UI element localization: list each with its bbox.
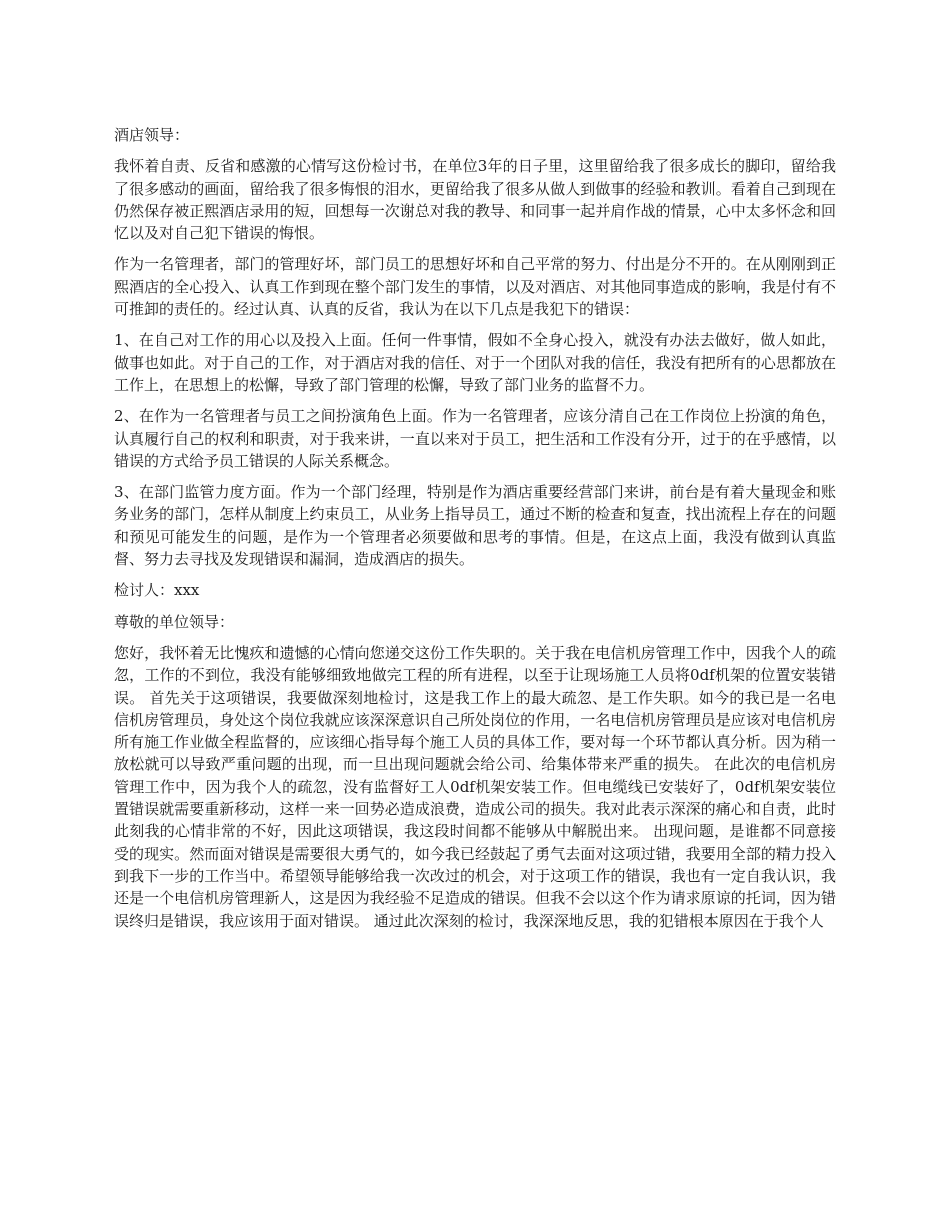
paragraph-letter-2: 您好，我怀着无比愧疚和遗憾的心情向您递交这份工作失职的。关于我在电信机房管理工作中，因我个人的疏忽，工作的不到位，我没有能够细致地做完工程的所有进程，以至于让现场施工人员将0df机架的位置安装错误。 首先关于这项错误，我要做深刻地检讨，这是我工作上的最大疏忽、是工作失职。如今的我已是一名电信机房管理员，身处这个岗位我就应该深深意识自己所处岗位的作用，一名电信机房管理员是应该对电信机房所有施工作业做全程监督的，应该细心指导每个施工人员的具体工作，要对每一个环节都认真分析。因为稍一放松就可以导致严重问题的出现，而一旦出现问题就会给公司、给集体带来严重的损失。 在此次的电信机房管理工作中，因为我个人的疏忽，没有监督好工人0df机架安装工作。但电缆线已安装好了，0df机架安装位置错误就需要重新移动，这样一来一回势必造成浪费，造成公司的损失。我对此表示深深的痛心和自责，此时此刻我的心情非常的不好，因此这项错误，我这段时间都不能够从中解脱出来。 出现问题，是谁都不同意接受的现实。然而面对错误是需要很大勇气的，如今我已经鼓起了勇气去面对这项过错，我要用全部的精力投入到我下一步的工作当中。希望领导能够给我一次改过的机会，对于这项工作的错误，我也有一定自我认识，我还是一个电信机房管理新人，这是因为我经验不足造成的错误。但我不会以这个作为请求原谅的托词，因为错误终归是错误，我应该用于面对错误。 通过此次深刻的检讨，我深深地反思，我的犯错根本原因在于我个人 [114, 643, 836, 930]
paragraph-point-2: 2、在作为一名管理者与员工之间扮演角色上面。作为一名管理者，应该分清自己在工作岗位上扮演的角色，认真履行自己的权利和职责，对于我来讲，一直以来对于员工，把生活和工作没有分开，过于的在乎感情，以错误的方式给予员工错误的人际关系概念。 [114, 407, 836, 470]
paragraph-intro: 我怀着自责、反省和感激的心情写这份检讨书，在单位3年的日子里，这里留给我了很多成长的脚印，留给我了很多感动的画面，留给我了很多悔恨的泪水，更留给我了很多从做人到做事的经验和教训。看着自己到现在仍然保存被正熙酒店录用的短，回想每一次谢总对我的教导、和同事一起并肩作战的情景，心中太多怀念和回忆以及对自己犯下错误的悔恨。 [114, 157, 836, 243]
salutation-2: 尊敬的单位领导： [114, 612, 235, 631]
salutation: 酒店领导： [114, 126, 190, 144]
document-body [114, 124, 836, 941]
signature: 检讨人：xxx [114, 581, 200, 600]
paragraph-point-3: 3、在部门监管力度方面。作为一个部门经理，特别是作为酒店重要经营部门来讲，前台是有着大量现金和账务业务的部门，怎样从制度上约束员工，从业务上指导员工，通过不断的检查和复查，找出流程上存在的问题和预见可能发生的问题，是作为一个管理者必须要做和思考的事情。但是，在这点上面，我没有做到认真监督、努力去寻找及发现错误和漏洞，造成酒店的损失。 [114, 483, 836, 569]
paragraph-point-1: 1、在自己对工作的用心以及投入上面。任何一件事情，假如不全身心投入，就没有办法去做好，做人如此，做事也如此。对于自己的工作，对于酒店对我的信任、对于一个团队对我的信任，我没有把所有的心思都放在工作上，在思想上的松懈，导致了部门管理的松懈，导致了部门业务的监督不力。 [114, 331, 836, 394]
paragraph-responsibility: 作为一名管理者，部门的管理好坏，部门员工的思想好坏和自己平常的努力、付出是分不开的。在从刚刚到正熙酒店的全心投入、认真工作到现在整个部门发生的事情，以及对酒店、对其他同事造成的影响，我是付有不可推卸的责任的。经过认真、认真的反省，我认为在以下几点是我犯下的错误： [114, 255, 836, 319]
